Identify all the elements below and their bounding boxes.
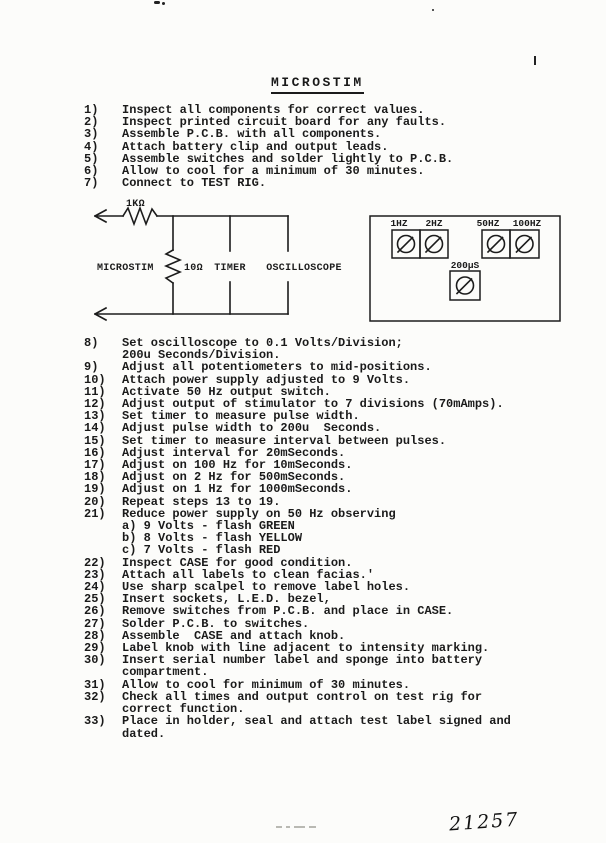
step-number: 28) — [84, 628, 106, 643]
step-text: Allow to cool for minimum of 30 minutes. — [122, 677, 411, 692]
step-number: 26) — [84, 604, 106, 619]
list-item — [84, 361, 511, 373]
potentiometer-knob-icon — [516, 236, 533, 253]
step-number: 17) — [84, 458, 106, 473]
page-title: MICROSTIM — [271, 75, 364, 94]
step-text: Inspect all components for correct values. — [122, 103, 425, 117]
control-panel-diagram — [340, 195, 606, 335]
resistor-1k-icon — [123, 208, 157, 224]
scan-speck — [534, 56, 536, 65]
step-number: 33) — [84, 714, 106, 729]
step-text: Adjust on 100 Hz for 10mSeconds. — [122, 458, 353, 473]
handwritten-number: 21257 — [448, 808, 521, 836]
step-number: 12) — [84, 397, 106, 412]
step-text: Connect to TEST RIG. — [122, 176, 267, 191]
step-number: 21) — [84, 506, 106, 521]
potentiometer-knob-icon — [398, 236, 415, 253]
step-number: 2) — [84, 115, 99, 130]
microstim-label: MICROSTIM — [97, 263, 154, 274]
pot-label: 1HZ — [390, 218, 408, 229]
timer-label: TIMER — [214, 263, 246, 274]
scan-speck — [154, 1, 160, 4]
smudge-mark — [294, 826, 305, 828]
step-number: 20) — [84, 494, 106, 509]
step-text: Allow to cool for a minimum of 30 minutes. — [122, 164, 425, 179]
step-number: 25) — [84, 592, 106, 607]
step-number: 15) — [84, 433, 106, 448]
step-text: Adjust all potentiometers to mid-positions. — [122, 360, 432, 375]
step-text: Adjust on 2 Hz for 500mSeconds. — [122, 470, 346, 485]
pot-label: 2HZ — [425, 218, 443, 229]
step-text: Attach battery clip and output leads. — [122, 139, 389, 154]
step-text: Adjust interval for 20mSeconds. — [122, 445, 346, 460]
scan-speck — [432, 9, 434, 11]
scan-speck — [162, 2, 165, 5]
list-item — [84, 141, 453, 153]
step-number: 13) — [84, 409, 106, 424]
step-number: 29) — [84, 641, 106, 656]
pot-1hz — [390, 218, 420, 258]
list-item — [84, 691, 511, 715]
step-text: Insert serial number label and sponge into battery compartment. — [122, 653, 483, 680]
resistor-10-icon — [166, 250, 180, 283]
step-number: 18) — [84, 470, 106, 485]
step-number: 10) — [84, 372, 106, 387]
potentiometer-knob-icon — [426, 236, 443, 253]
step-text: Adjust on 1 Hz for 1000mSeconds. — [122, 482, 353, 497]
potentiometer-knob-icon — [457, 277, 474, 294]
step-text: Reduce power supply on 50 Hz observing a) 9 Volts - flash GREEN b) 8 Volts - flash YELLOW c) 7 Volts - flash RED — [122, 506, 396, 558]
list-item — [84, 715, 511, 739]
list-item — [84, 496, 511, 508]
step-text: Set timer to measure pulse width. — [122, 409, 360, 424]
list-item — [84, 605, 511, 617]
list-item — [84, 177, 453, 189]
step-number: 22) — [84, 555, 106, 570]
step-text: Adjust pulse width to 200u Seconds. — [122, 421, 382, 436]
step-text: Assemble CASE and attach knob. — [122, 628, 346, 643]
circuit-diagram — [85, 195, 355, 335]
list-item — [84, 128, 453, 140]
step-text: Check all times and output control on test rig for correct function. — [122, 689, 483, 717]
step-number: 30) — [84, 653, 106, 668]
list-item — [84, 654, 511, 678]
pot-label: 50HZ — [476, 218, 500, 229]
list-item — [84, 422, 511, 434]
step-number: 1) — [84, 103, 99, 117]
step-number: 27) — [84, 616, 106, 631]
step-number: 4) — [84, 139, 99, 154]
step-text: Place in holder, seal and attach test label signed and dated. — [122, 714, 511, 741]
step-text: Solder P.C.B. to switches. — [122, 616, 310, 631]
list-item — [84, 374, 511, 386]
smudge-mark — [286, 826, 290, 828]
list-item — [84, 508, 511, 557]
step-number: 24) — [84, 580, 106, 595]
scan-smudge — [276, 826, 316, 828]
pot-label: 100HZ — [512, 218, 542, 229]
step-text: Set timer to measure interval between pulses. — [122, 433, 447, 448]
step-number: 3) — [84, 127, 99, 142]
shunt-resistor-label: 10Ω — [184, 263, 203, 274]
step-text: Activate 50 Hz output switch. — [122, 384, 331, 399]
pot-2hz — [420, 218, 448, 258]
step-number: 5) — [84, 151, 99, 166]
step-text: Attach all labels to clean facias.' — [122, 567, 375, 582]
step-number: 14) — [84, 421, 106, 436]
resistor-1k-label: 1KΩ — [126, 199, 145, 210]
step-text: Set oscilloscope to 0.1 Volts/Division; 200u Seconds/Division. — [122, 336, 403, 363]
smudge-mark — [276, 826, 282, 828]
step-number: 11) — [84, 384, 106, 399]
step-text: Inspect printed circuit board for any faults. — [122, 115, 447, 130]
step-text: Adjust output of stimulator to 7 divisions (70mAmps). — [122, 397, 504, 412]
list-item — [84, 483, 511, 495]
step-text: Inspect CASE for good condition. — [122, 555, 353, 570]
step-number: 32) — [84, 689, 106, 704]
step-number: 6) — [84, 164, 99, 179]
step-text: Assemble switches and solder lightly to P.C.B. — [122, 151, 454, 166]
step-number: 7) — [84, 176, 99, 191]
potentiometer-knob-icon — [488, 236, 505, 253]
step-text: Use sharp scalpel to remove label holes. — [122, 580, 411, 595]
step-number: 8) — [84, 336, 99, 350]
list-item — [84, 337, 511, 361]
step-number: 9) — [84, 360, 99, 375]
step-number: 23) — [84, 567, 106, 582]
pot-50hz — [477, 218, 510, 258]
step-text: Insert sockets, L.E.D. bezel, — [122, 592, 331, 607]
step-text: Attach power supply adjusted to 9 Volts. — [122, 372, 411, 387]
test-steps-list — [84, 337, 511, 740]
pot-label: 200µS — [450, 260, 480, 271]
smudge-mark — [309, 826, 316, 828]
step-text: Label knob with line adjacent to intensity marking. — [122, 641, 490, 656]
step-text: Repeat steps 13 to 19. — [122, 494, 281, 509]
step-number: 16) — [84, 445, 106, 460]
pot-200us — [450, 260, 480, 300]
prep-steps-list — [84, 104, 453, 189]
list-item — [84, 435, 511, 447]
step-text: Remove switches from P.C.B. and place in CASE. — [122, 604, 454, 619]
oscilloscope-label: OSCILLOSCOPE — [266, 263, 342, 274]
pot-100hz — [510, 218, 542, 258]
step-text: Assemble P.C.B. with all components. — [122, 127, 382, 142]
step-number: 31) — [84, 677, 106, 692]
step-number: 19) — [84, 482, 106, 497]
